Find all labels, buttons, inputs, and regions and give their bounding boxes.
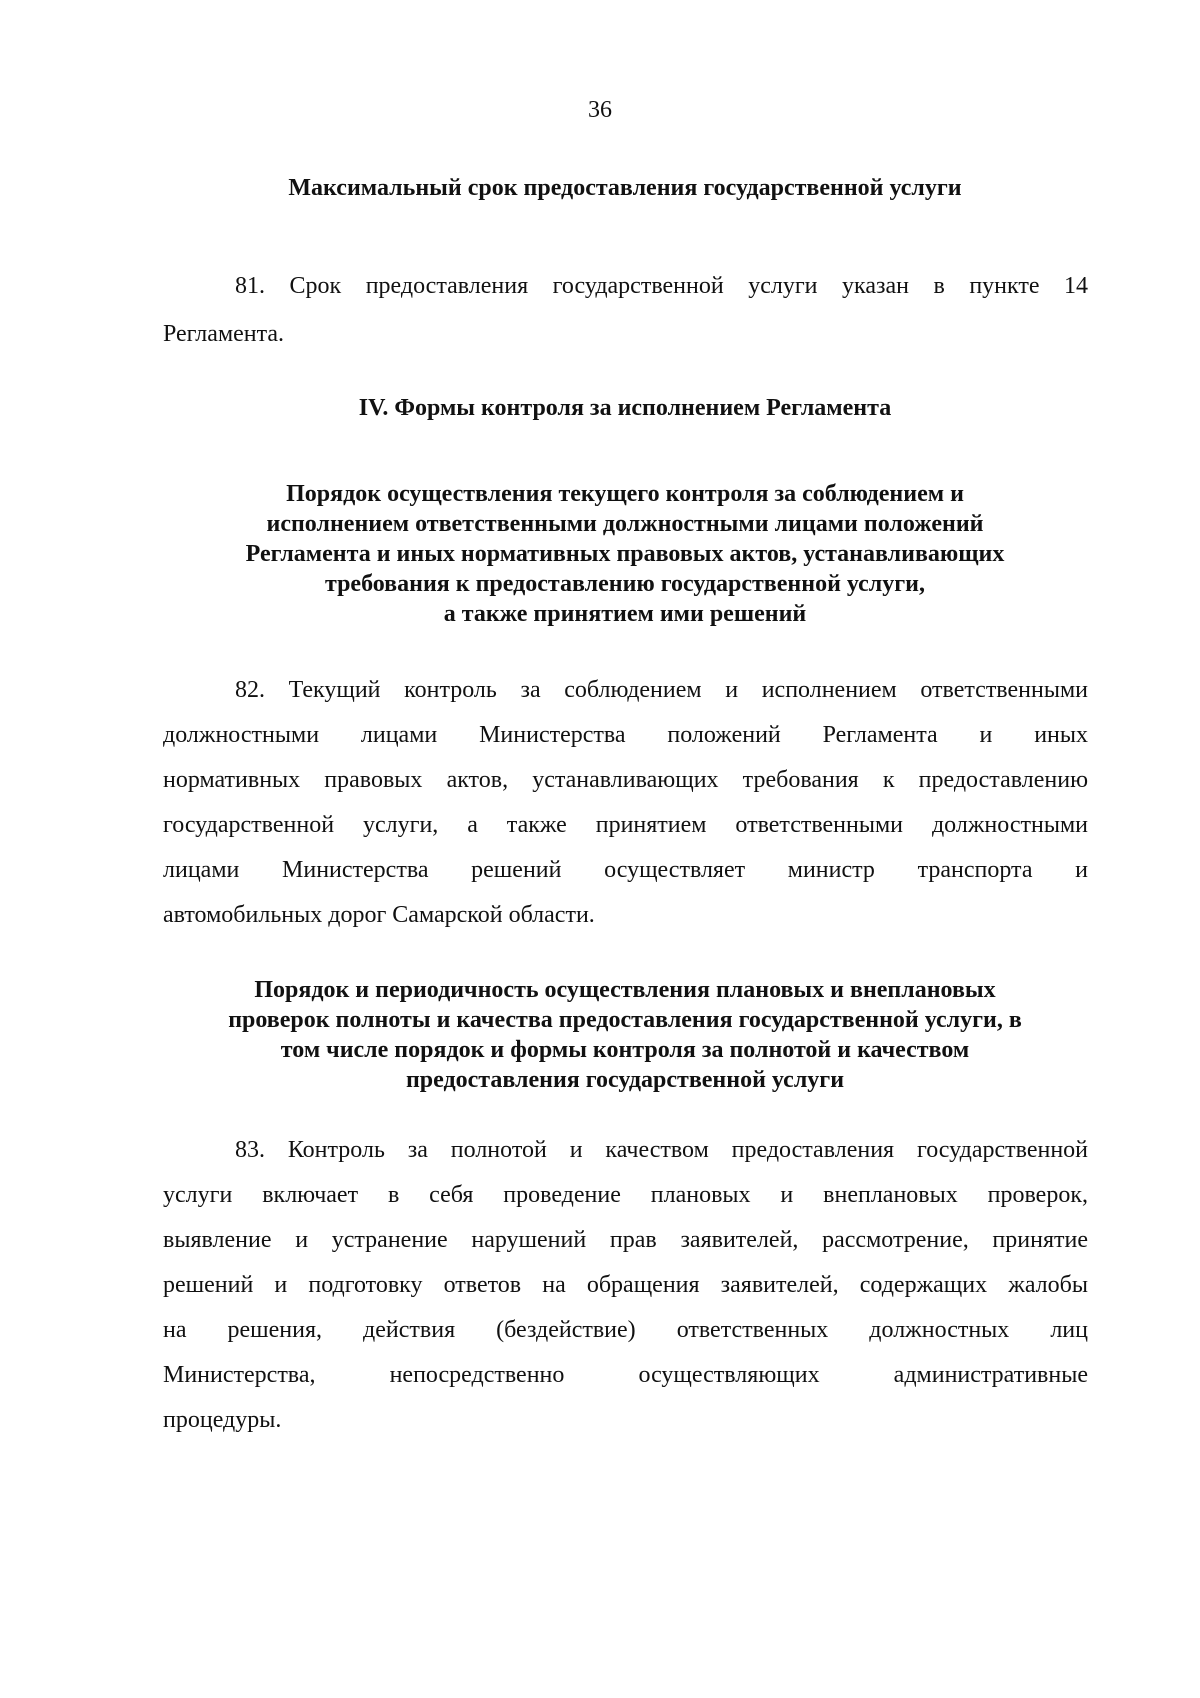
paragraph-line: автомобильных дорог Самарской области.: [163, 902, 595, 928]
paragraph-82: [163, 668, 1088, 938]
paragraph-81: [163, 262, 1088, 358]
heading-line: Регламента и иных нормативных правовых актов, устанавливающих: [245, 541, 1005, 567]
section-heading-inspections: [160, 975, 1090, 1095]
paragraph-line: государственной услуги, а также принятием ответственными должностными: [163, 812, 1088, 838]
page-number: 36: [588, 97, 612, 123]
section-heading-max-term: Максимальный срок предоставления государственной услуги: [288, 175, 962, 201]
paragraph-line: лицами Министерства решений осуществляет министр транспорта и: [163, 857, 1088, 883]
heading-line: исполнением ответственными должностными лицами положений: [266, 511, 984, 537]
paragraph-line: 81. Срок предоставления государственной услуги указан в пункте 14: [235, 273, 1088, 299]
paragraph-line: решений и подготовку ответов на обращения заявителей, содержащих жалобы: [163, 1272, 1088, 1298]
paragraph-line: 83. Контроль за полнотой и качеством предоставления государственной: [235, 1137, 1088, 1163]
paragraph-line: Регламента.: [163, 321, 285, 347]
paragraph-line: на решения, действия (бездействие) ответственных должностных лиц: [163, 1317, 1088, 1343]
paragraph-line: выявление и устранение нарушений прав заявителей, рассмотрение, принятие: [163, 1227, 1088, 1253]
paragraph-line: 82. Текущий контроль за соблюдением и исполнением ответственными: [235, 677, 1088, 703]
heading-line: том числе порядок и формы контроля за полнотой и качеством: [280, 1037, 970, 1063]
heading-line: Порядок и периодичность осуществления плановых и внеплановых: [254, 977, 996, 1003]
chapter-heading-iv: IV. Формы контроля за исполнением Регламента: [358, 395, 892, 421]
paragraph-line: нормативных правовых актов, устанавливающих требования к предоставлению: [163, 767, 1088, 793]
paragraph-83: [163, 1128, 1088, 1443]
paragraph-line: должностными лицами Министерства положений Регламента и иных: [163, 722, 1088, 748]
heading-line: предоставления государственной услуги: [405, 1067, 845, 1093]
paragraph-line: процедуры.: [163, 1407, 282, 1433]
heading-line: а также принятием ими решений: [443, 601, 807, 627]
paragraph-line: услуги включает в себя проведение плановых и внеплановых проверок,: [163, 1182, 1088, 1208]
heading-line: проверок полноты и качества предоставления государственной услуги, в: [228, 1007, 1022, 1033]
heading-line: требования к предоставлению государственной услуги,: [325, 571, 925, 597]
section-heading-current-control: [160, 479, 1090, 629]
heading-line: Порядок осуществления текущего контроля за соблюдением и: [286, 481, 964, 507]
paragraph-line: Министерства, непосредственно осуществляющих административные: [163, 1362, 1088, 1388]
